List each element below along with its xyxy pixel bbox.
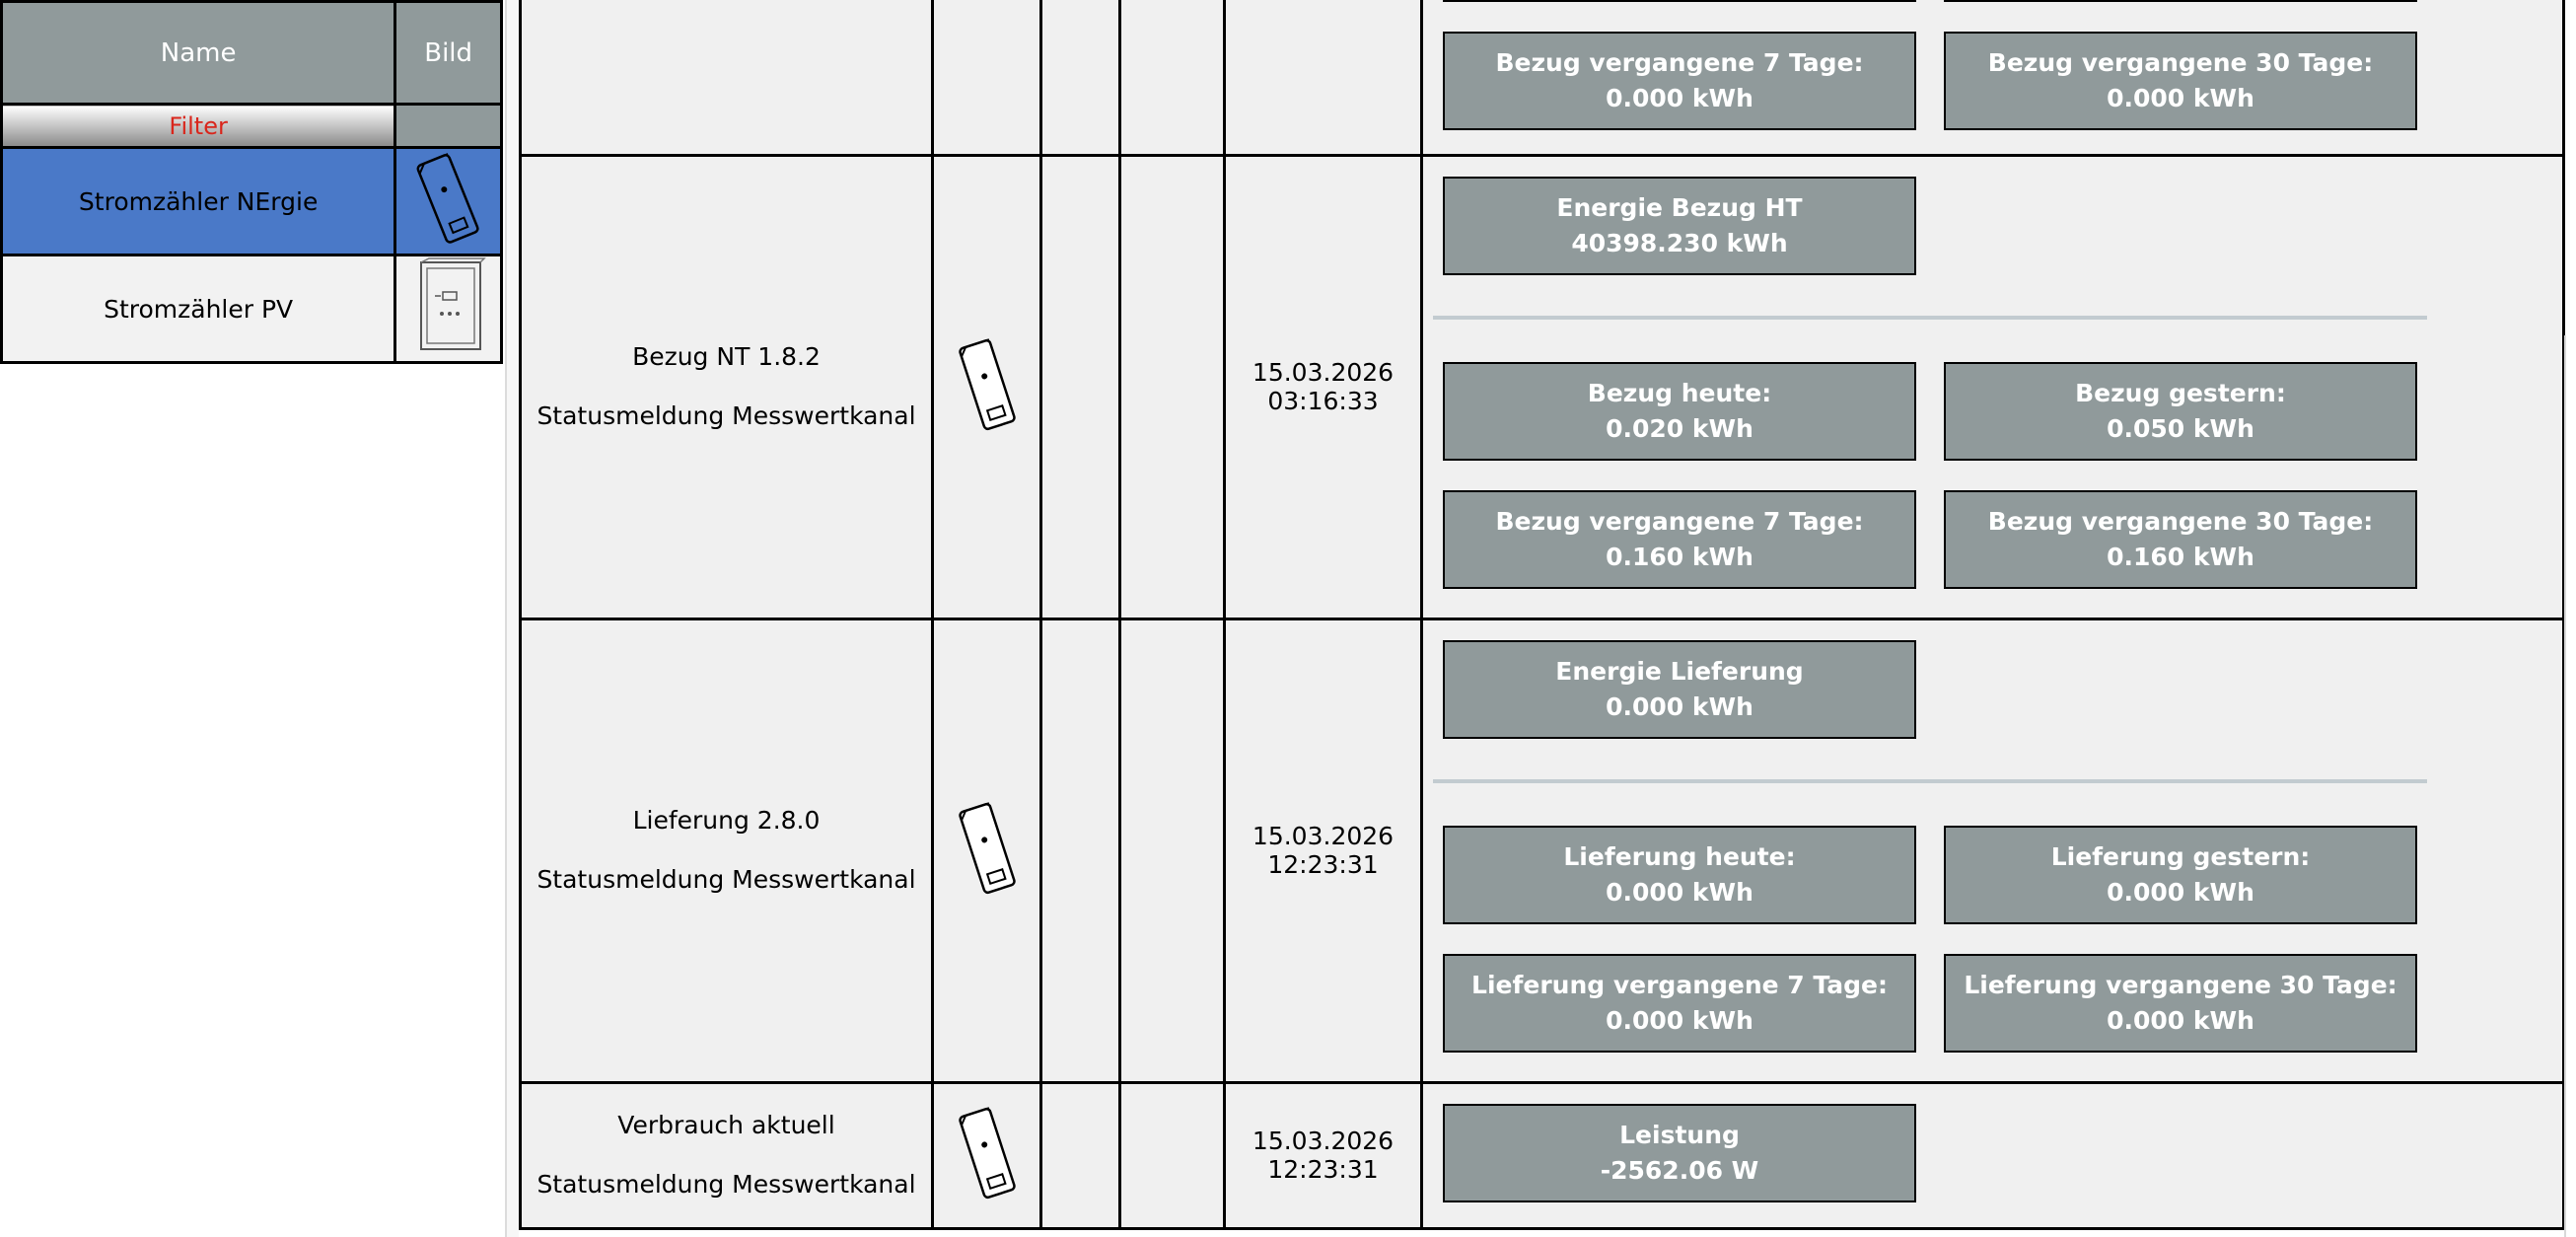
- stat-value: 0.000 kWh: [2107, 84, 2254, 112]
- timestamp-date: 15.03.2026: [1252, 357, 1395, 387]
- channel-timestamp-cell: [1225, 155, 1422, 618]
- device-table: [0, 0, 503, 364]
- device-image-cell[interactable]: [395, 148, 502, 255]
- channel-name-cell: [521, 0, 933, 155]
- channel-extra-cell: [1041, 1082, 1120, 1228]
- stats-row: [1443, 490, 2562, 589]
- channel-icon-cell: [933, 618, 1041, 1082]
- device-image-cell[interactable]: [395, 255, 502, 363]
- meter-icon: [409, 149, 488, 248]
- main-value: -2562.06 W: [1600, 1155, 1759, 1185]
- stat-value: 0.160 kWh: [2107, 542, 2254, 571]
- channel-row-lieferung: [521, 618, 2564, 1082]
- stat-label: Bezug vergangene 30 Tage:: [1987, 48, 2374, 77]
- meter-icon: [948, 330, 1027, 439]
- channel-name: Lieferung 2.8.0: [632, 806, 821, 835]
- stats-row: [1443, 826, 2562, 924]
- channel-table: [519, 0, 2565, 1230]
- channel-status: Statusmeldung Messwertkanal: [537, 1170, 916, 1199]
- device-name[interactable]: Stromzähler NErgie: [2, 148, 395, 255]
- stat-label: Bezug vergangene 7 Tage:: [1495, 506, 1864, 536]
- channel-extra-cell: [1120, 618, 1225, 1082]
- main-value-label: Energie Lieferung: [1555, 656, 1804, 686]
- channel-values-cell: [1422, 618, 2564, 1082]
- stat-box[interactable]: [1944, 32, 2417, 130]
- stat-label: Bezug heute:: [1587, 378, 1772, 407]
- device-table-header: [2, 2, 502, 105]
- channel-timestamp-cell: [1225, 0, 1422, 155]
- meter-icon: [948, 794, 1027, 903]
- channel-values-cell: [1422, 0, 2564, 155]
- stats-row: [1443, 32, 2562, 130]
- stat-label: Bezug gestern:: [2075, 378, 2286, 407]
- stat-box[interactable]: [1443, 32, 1916, 130]
- filter-row: [2, 105, 502, 148]
- column-header-name[interactable]: Name: [2, 2, 395, 105]
- device-name[interactable]: Stromzähler PV: [2, 255, 395, 363]
- channel-name-cell: [521, 155, 933, 618]
- stats-row: [1443, 954, 2562, 1053]
- channel-name-cell: [521, 1082, 933, 1228]
- stat-box[interactable]: [1443, 826, 1916, 924]
- channel-timestamp-cell: [1225, 1082, 1422, 1228]
- stat-value: 0.000 kWh: [1606, 877, 1753, 907]
- timestamp-time: 12:23:31: [1267, 1155, 1379, 1184]
- filter-button[interactable]: Filter: [2, 105, 395, 148]
- stat-value: 0.160 kWh: [1606, 542, 1753, 571]
- channel-icon-cell: [933, 1082, 1041, 1228]
- cabinet-meter-icon: [409, 256, 488, 355]
- main-value-label: Leistung: [1619, 1120, 1740, 1149]
- channel-extra-cell: [1041, 155, 1120, 618]
- device-row-stromzaehler-nergie[interactable]: [2, 148, 502, 255]
- separator: [1433, 779, 2427, 783]
- main-value-label: Energie Bezug HT: [1556, 192, 1803, 222]
- device-row-stromzaehler-pv[interactable]: [2, 255, 502, 363]
- device-list: [0, 0, 505, 364]
- stat-box[interactable]: [1944, 826, 2417, 924]
- stats-row: [1443, 362, 2562, 461]
- stat-label: Lieferung heute:: [1563, 841, 1796, 871]
- stat-box[interactable]: [1443, 954, 1916, 1053]
- main-value: 0.000 kWh: [1606, 691, 1753, 721]
- main-value-box[interactable]: [1443, 1104, 1916, 1202]
- stat-box[interactable]: [1944, 954, 2417, 1053]
- clipped-box-edges: [1443, 0, 2562, 2]
- channel-values-cell: [1422, 155, 2564, 618]
- timestamp-time: 12:23:31: [1267, 850, 1379, 879]
- stat-value: 0.000 kWh: [1606, 84, 1753, 112]
- stat-label: Lieferung gestern:: [2050, 841, 2311, 871]
- channel-status: Statusmeldung Messwertkanal: [537, 865, 916, 894]
- timestamp-time: 03:16:33: [1267, 387, 1379, 415]
- channel-extra-cell: [1120, 155, 1225, 618]
- channel-name-cell: [521, 618, 933, 1082]
- stat-value: 0.000 kWh: [2107, 877, 2254, 907]
- filter-image-cell: [395, 105, 502, 148]
- meter-icon: [948, 1099, 1027, 1207]
- channel-status: Statusmeldung Messwertkanal: [537, 401, 916, 430]
- timestamp-date: 15.03.2026: [1252, 1126, 1395, 1155]
- stat-label: Bezug vergangene 7 Tage:: [1495, 48, 1864, 77]
- stat-value: 0.000 kWh: [2107, 1005, 2254, 1035]
- stat-box[interactable]: [1443, 362, 1916, 461]
- channel-timestamp-cell: [1225, 618, 1422, 1082]
- main-value-box[interactable]: [1443, 640, 1916, 739]
- stat-box[interactable]: [1443, 490, 1916, 589]
- timestamp-date: 15.03.2026: [1252, 821, 1395, 850]
- channel-name: Bezug NT 1.8.2: [632, 342, 821, 371]
- channel-row-bezug-nt: [521, 155, 2564, 618]
- channel-icon-cell: [933, 0, 1041, 155]
- channel-panel: [519, 0, 2562, 1227]
- column-header-image[interactable]: Bild: [395, 2, 502, 105]
- channel-extra-cell: [1041, 0, 1120, 155]
- stat-value: 0.020 kWh: [1606, 413, 1753, 443]
- stat-label: Lieferung vergangene 7 Tage:: [1471, 970, 1888, 999]
- main-value-box[interactable]: [1443, 177, 1916, 275]
- stat-box[interactable]: [1944, 490, 2417, 589]
- separator: [1433, 316, 2427, 320]
- stat-value: 0.050 kWh: [2107, 413, 2254, 443]
- scrollbar[interactable]: [2564, 335, 2576, 1237]
- channel-extra-cell: [1120, 0, 1225, 155]
- channel-icon-cell: [933, 155, 1041, 618]
- splitter[interactable]: [505, 0, 519, 1237]
- channel-row-verbrauch-aktuell: [521, 1082, 2564, 1228]
- channel-values-cell: [1422, 1082, 2564, 1228]
- channel-row: [521, 0, 2564, 155]
- main-value: 40398.230 kWh: [1571, 228, 1788, 257]
- channel-name: Verbrauch aktuell: [617, 1111, 835, 1139]
- stat-label: Lieferung vergangene 30 Tage:: [1964, 970, 2397, 999]
- stat-box[interactable]: [1944, 362, 2417, 461]
- stat-label: Bezug vergangene 30 Tage:: [1987, 506, 2374, 536]
- channel-extra-cell: [1120, 1082, 1225, 1228]
- stat-value: 0.000 kWh: [1606, 1005, 1753, 1035]
- channel-extra-cell: [1041, 618, 1120, 1082]
